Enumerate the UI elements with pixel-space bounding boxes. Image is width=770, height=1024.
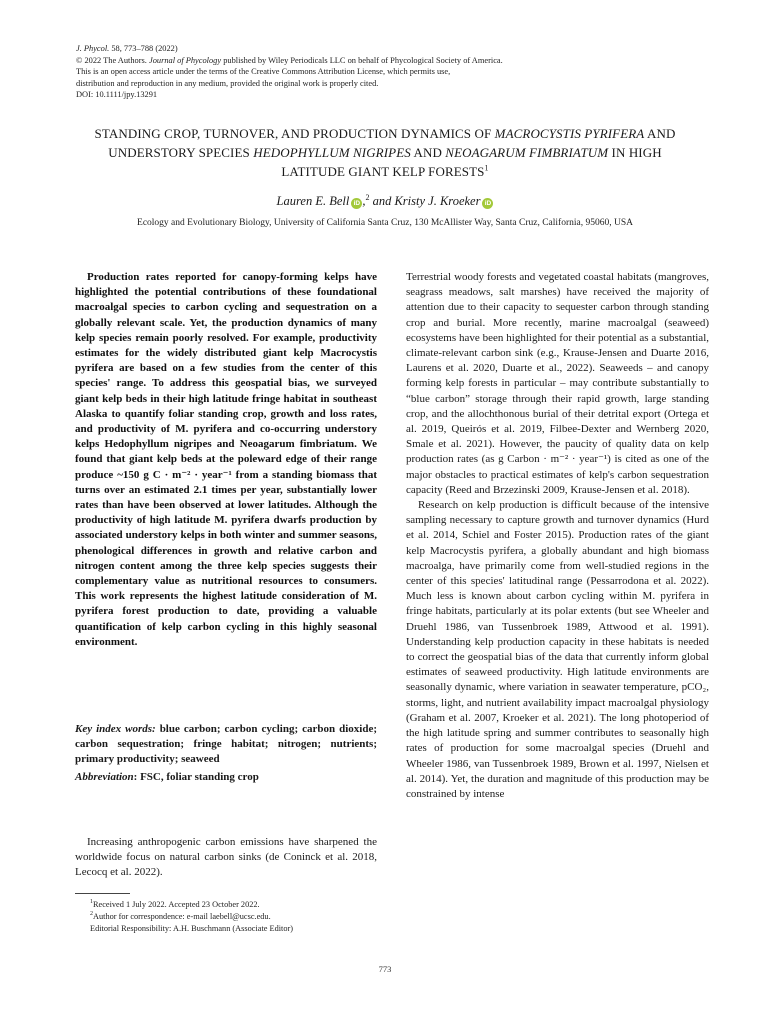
intro-paragraph: Increasing anthropogenic carbon emissions have sharpened the worldwide focus on natural carbon sinks (de Coninck et al. 2018, Lecocq et al. 2022). <box>75 836 377 879</box>
orcid-icon[interactable]: iD <box>351 198 362 209</box>
journal-name: Journal of Phycology <box>148 55 222 65</box>
doi-link[interactable]: DOI: 10.1111/jpy.13291 <box>76 90 158 99</box>
author-affiliation: Ecology and Evolutionary Biology, University of California Santa Cruz, 130 McAllister Way, Santa Cruz, California, 95060, USA <box>137 218 633 228</box>
citation-volume-pages: 58, 773–788 (2022) <box>109 44 178 53</box>
journal-abbrev: J. Phycol. <box>76 44 110 53</box>
abstract: Production rates reported for canopy-forming kelps have highlighted the potential contributions of these foundational macroalgal species to carbon cycling and sequestration on a globally relevant scale. Yet, the production dynamics of many kelp species remain poorly resolved. For example, productivity estimates for the widely distributed giant kelp Macrocystis pyrifera are based on a few studies from the center of this species' range. To address this geospatial bias, we surveyed giant kelp beds in their high latitude fringe habitat in southeast Alaska to quantify foliar standing crop, growth and loss rates, and productivity of M. pyrifera and co-occurring understory kelps Hedophyllum nigripes and Neoagarum fimbriatum. We found that giant kelp beds at the poleward edge of their range produce ~150 g C · m⁻² · year⁻¹ from a standing biomass that turns over an estimated 2.1 times per year, substantially lower rates than have been observed at lower latitudes. Although the productivity of high latitude M. pyrifera dwarfs production by associated understory kelps in both winter and summer seasons, phenological differences in growth and relative carbon and nitrogen content among the three kelp species suggests their complementary value as nutritional resources to consumers. This work represents the highest latitude consideration of M. pyrifera forest production to date, providing a valuable quantification of kelp carbon cycling in this highly seasonal environment. <box>75 271 377 648</box>
species-name: MACROCYSTIS PYRIFERA <box>494 126 645 141</box>
body-paragraph: Research on kelp production is difficult because of the intensive sampling necessary to capture growth and turnover dynamics (Hurd et al. 2014, Schiel and Foster 2015). Production rates of the giant kelp Macrocystis pyrifera, a globally abundant and high biomass macroalga, have primarily come from well-studied regions in the center of this species' latitudinal range (Pessarrodona et al. 2022). Much less is known about carbon cycling within M. pyrifera in fringe habitats, particularly at its polar extents (but see Wheeler and Druehl 1986, van Tussenbroek 1989, Attwood et al. 1991). Understanding kelp production capacity in these habitats is needed to correct the geospatial bias of the data that currently inform global estimates of seaweed productivity. High latitude environments are seasonally dynamic, where variation in seawater temperature, pCO₂, storms, light, and nutrient availability impact macroalgal physiology (Graham et al. 2007, Kroeker et al. 2021). The long photoperiod of the high latitude spring and summer contributes to seasonally high rates of production for some macroalgal species (Druehl and Wheeler 1986, van Tussenbroek 1989, Brown et al. 1997, Nielsen et al. 2014). Yet, the duration and magnitude of this production may be constrained by intense <box>406 499 709 800</box>
footnote-correspondence: $^2$Author for correspondence: e-mail laebell@ucsc.edu. <box>90 911 271 921</box>
body-column-right <box>406 270 709 802</box>
article-title: STANDING CROP, TURNOVER, AND PRODUCTION DYNAMICS OF MACROCYSTIS PYRIFERA AND UNDERSTORY SPECIES HEDOPHYLLUM NIGRIPES AND NEOAGARUM FIMBRIATUM IN HIGH LATITUDE GIANT KELP FORESTS$^1$ <box>94 126 676 179</box>
orcid-icon[interactable]: iD <box>482 198 493 209</box>
author-name[interactable]: Lauren E. Bell <box>276 194 350 208</box>
abbreviation-text: : FSC, foliar standing crop <box>133 771 259 783</box>
citation-line <box>76 43 696 55</box>
abbreviation-label: Abbreviation <box>75 771 134 783</box>
license-line: This is an open access article under the terms of the Creative Commons Attribution License, which permits use, <box>76 67 451 76</box>
publication-header <box>76 43 696 101</box>
copyright-line: © 2022 The Authors. Journal of Phycology published by Wiley Periodicals LLC on behalf of Phycological Society of America. <box>76 55 503 65</box>
author-line: Lauren E. Bell iD ,$^2$ and Kristy J. Kroeker iD <box>80 192 690 210</box>
license-line: distribution and reproduction in any medium, provided the original work is properly cited. <box>76 78 379 88</box>
footnote-editor: Editorial Responsibility: A.H. Buschmann (Associate Editor) <box>90 924 294 933</box>
page-number: 773 <box>378 964 392 974</box>
abbreviation-line <box>75 770 377 785</box>
keywords-label: Key index words: <box>75 723 156 735</box>
footnotes <box>90 899 380 935</box>
species-name: HEDOPHYLLUM NIGRIPES <box>253 145 411 160</box>
footnote-divider <box>75 893 130 894</box>
footnote-received: $^1$Received 1 July 2022. Accepted 23 October 2022. <box>90 899 260 909</box>
footnote-marker[interactable]: 2 <box>365 192 370 202</box>
key-index-words <box>75 722 377 768</box>
body-paragraph: Terrestrial woody forests and vegetated coastal habitats (mangroves, seagrass meadows, salt marshes) have received the majority of attention due to their capacity to sequester carbon through standing crop and burial. More recently, marine macroalgal (seaweed) ecosystems have been highlighted for their potential as a substantial, climate-relevant carbon sink (e.g., Krause-Jensen and Duarte 2016, Laurens et al. 2020, Duarte et al., 2022). Seaweeds – and canopy forming kelp forests in particular – may contribute substantially to “blue carbon” storage through their rapid growth, large standing crop, and the allochthonous burial of their detrital export (Ortega et al. 2019, Queirós et al. 2019, Filbee-Dexter and Wernberg 2020, Smale et al. 2021). However, the paucity of quality data on kelp production rates (as g Carbon · m⁻² · year⁻¹) is cited as one of the major obstacles to practical estimates of kelp's carbon sequestration capacity (Reed and Brzezinski 2009, Krause-Jensen et al. 2018). <box>406 271 709 496</box>
author-name[interactable]: Kristy J. Kroeker <box>394 194 481 208</box>
species-name: NEOAGARUM FIMBRIATUM <box>445 145 609 160</box>
footnote-marker[interactable]: 1 <box>484 163 489 173</box>
keywords-text: blue carbon; carbon cycling; carbon dioxide; carbon sequestration; fringe habitat; nitrogen; nutrients; primary productivity; seaweed <box>75 723 377 766</box>
